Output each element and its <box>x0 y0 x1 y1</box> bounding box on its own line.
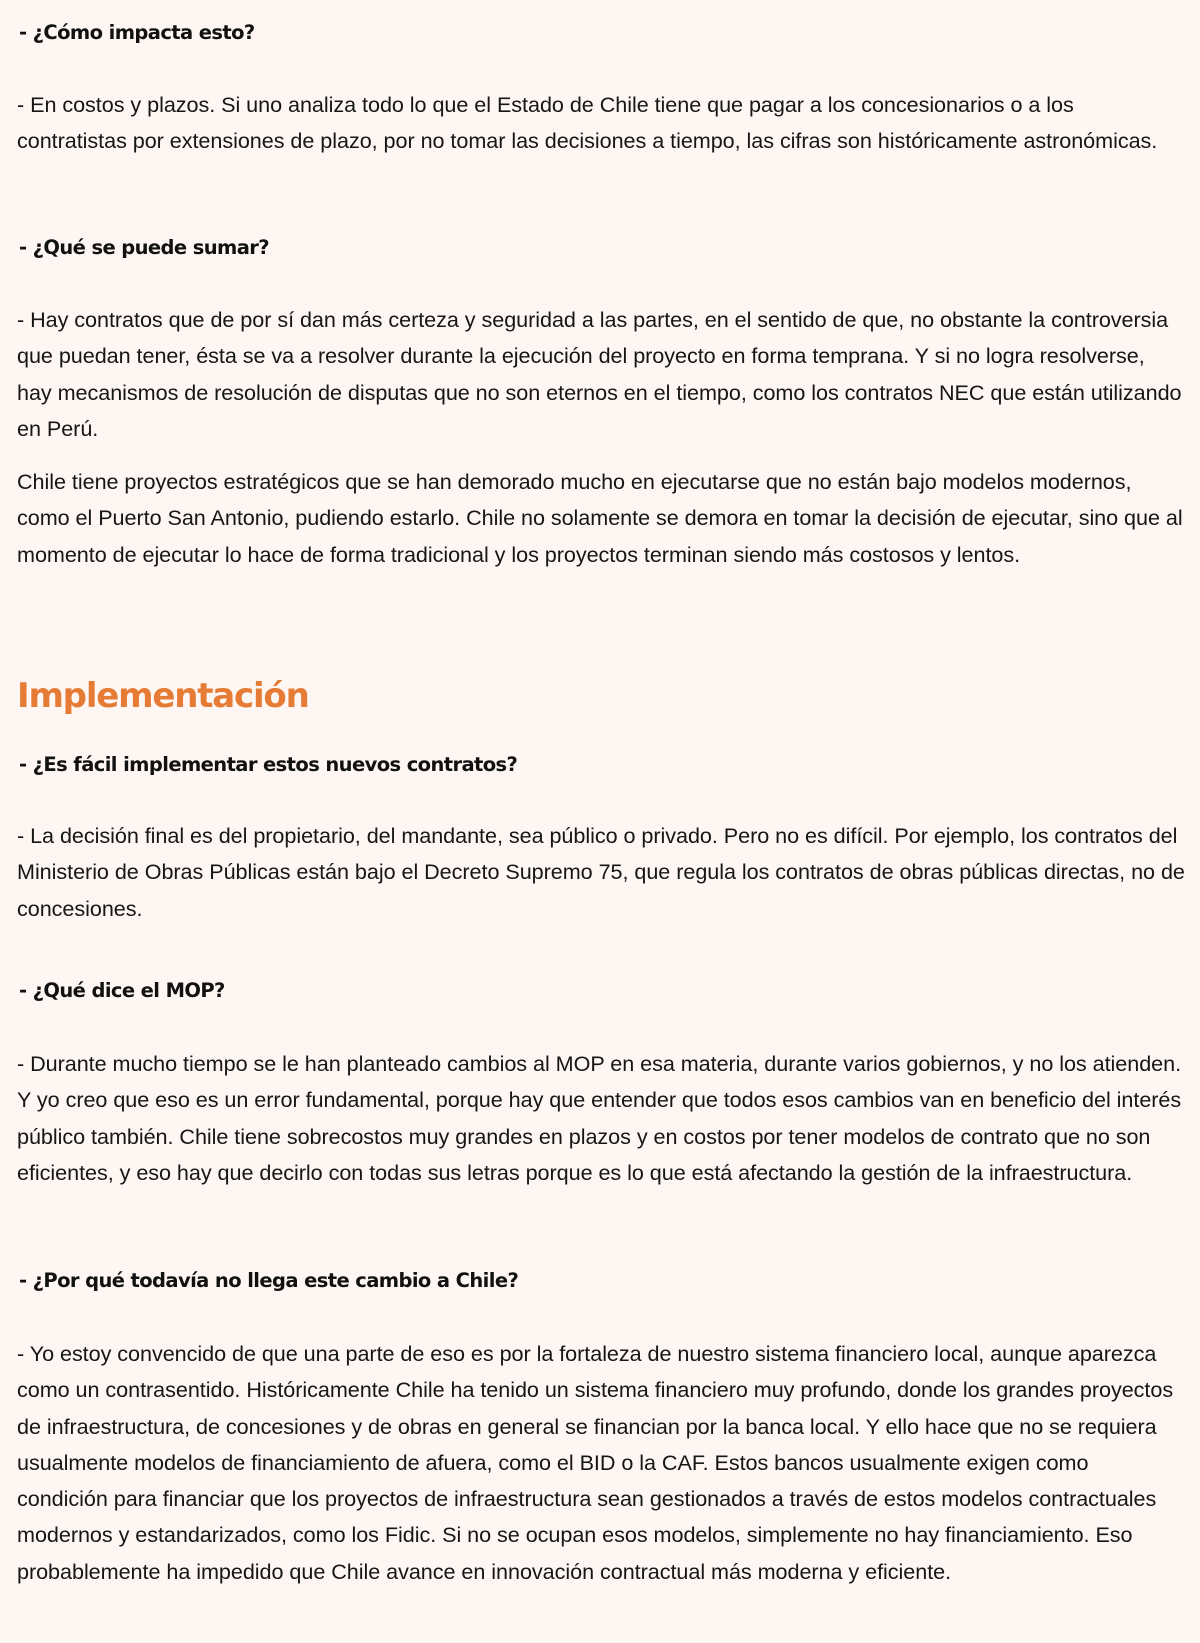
question-implementar: - ¿Es fácil implementar estos nuevos contratos? <box>19 753 518 776</box>
answer-implementar: - La decisión final es del propietario, del mandante, sea público o privado. Pero no es difícil. Por ejemplo, los contratos del Ministerio de Obras Públicas están bajo el Decreto Supremo 75, que regula los contratos de obras públicas directas, no de concesiones. <box>17 823 1185 921</box>
question-por-que: - ¿Por qué todavía no llega este cambio a Chile? <box>19 1269 519 1292</box>
question-mop: - ¿Qué dice el MOP? <box>19 979 225 1002</box>
answer-impacto: - En costos y plazos. Si uno analiza todo lo que el Estado de Chile tiene que pagar a los concesionarios o a los contratistas por extensiones de plazo, por no tomar las decisiones a tiempo, las cifras son históricamente astronómicas. <box>17 92 1158 154</box>
answer-por-que: - Yo estoy convencido de que una parte de eso es por la fortaleza de nuestro sistema financiero local, aunque aparezca como un contrasentido. Históricamente Chile ha tenido un sistema financiero muy profundo, donde los grandes proyectos de infraestructura, de concesiones y de obras en general se financian por la banca local. Y ello hace que no se requiera usualmente modelos de financiamiento de afuera, como el BID o la CAF. Estos bancos usualmente exigen como condición para financiar que los proyectos de infraestructura sean gestionados a través de estos modelos contractuales modernos y estandarizados, como los Fidic. Si no se ocupan esos modelos, simplemente no hay financiamiento. Eso probablemente ha impedido que Chile avance en innovación contractual más moderna y eficiente. <box>17 1341 1174 1584</box>
question-sumar: - ¿Qué se puede sumar? <box>19 236 270 259</box>
section-heading-implementacion: Implementación <box>17 676 309 716</box>
paragraph-proyectos-estrategicos: Chile tiene proyectos estratégicos que se han demorado mucho en ejecutarse que no están bajo modelos modernos, como el Puerto San Antonio, pudiendo estarlo. Chile no solamente se demora en tomar la decisión de ejecutar, sino que al momento de ejecutar lo hace de forma tradicional y los proyectos terminan siendo más costosos y lentos. <box>17 469 1183 567</box>
question-impacto: - ¿Cómo impacta esto? <box>19 21 255 44</box>
answer-sumar: - Hay contratos que de por sí dan más certeza y seguridad a las partes, en el sentido de que, no obstante la controversia que puedan tener, ésta se va a resolver durante la ejecución del proyecto en forma temprana. Y si no logra resolverse, hay mecanismos de resolución de disputas que no son eternos en el tiempo, como los contratos NEC que están utilizando en Perú. <box>17 307 1182 441</box>
answer-mop: - Durante mucho tiempo se le han planteado cambios al MOP en esa materia, durante varios gobiernos, y no los atienden. Y yo creo que eso es un error fundamental, porque hay que entender que todos esos cambios van en beneficio del interés público también. Chile tiene sobrecostos muy grandes en plazos y en costos por tener modelos de contrato que no son eficientes, y eso hay que decirlo con todas sus letras porque es lo que está afectando la gestión de la infraestructura. <box>17 1051 1182 1185</box>
